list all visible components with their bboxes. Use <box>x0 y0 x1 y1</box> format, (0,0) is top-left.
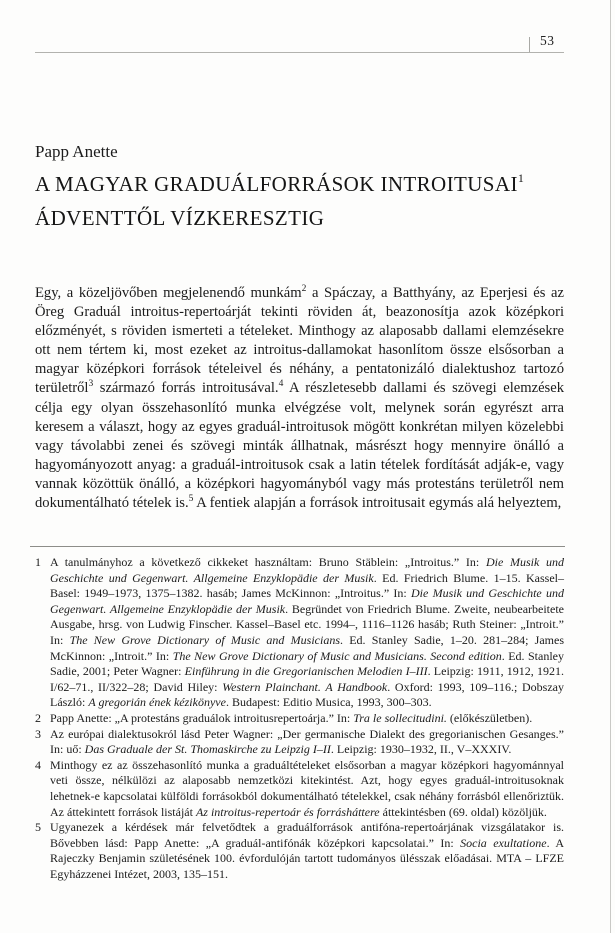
footnote-text <box>50 820 564 882</box>
footnote-item <box>35 820 564 882</box>
text-run: . Begründet von Friedrich Blume. Zweite, neubearbeitete Ausgabe, hrsg. von Ludwig Finscher. Kassel–Basel etc. 1994–, 1116–1126 hasáb; Ruth Steiner: „Introit.” In: <box>50 601 564 647</box>
text-run: . Ed. Stanley Sadie, 1–20. 281–284; James McKinnon: „Introit.” In: <box>50 632 564 663</box>
cited-title-text: Tra le sollecitudini. <box>353 710 447 725</box>
footnote-ref: 5 <box>188 494 194 505</box>
text-run: A részletesebb dallami és szövegi elemzések célja egy olyan összehasonlító munka elvégzése volt, melynek során egyrészt arra keresem a választ, hogy az egyes graduál-introitusok mögött konkrétan milyen közelebbi vagy távolabbi zenei és szövegi minták állhatnak, másrészt hogy mennyire önálló a hagyományozott anyag: a graduál-introitusok csak a latin tételek fordítását adják-e, vagy vannak közöttük önálló, a középkori hagyományból vagy más protestáns területről nem dokumentálható tételek is. <box>35 380 564 512</box>
text-run: (előkészületben). <box>446 710 533 725</box>
footnote-item <box>35 711 564 727</box>
footnote-item <box>35 555 564 711</box>
cited-title-text: Az introitus-repertoár és forrásháttere <box>195 804 380 819</box>
text-run: . Oxford: 1993, 109–116.; Dobszay László: <box>50 679 564 710</box>
cited-title-text: A gregorián ének kézikönyve <box>88 695 226 710</box>
footnote-ref: 3 <box>88 379 94 390</box>
cited-title-text: Western Plainchant. A Handbook <box>222 679 388 694</box>
page-number: 53 <box>540 33 555 48</box>
text-run: . Ed. Friedrich Blume. 1–15. Kassel–Basel: 1949–1973, 1375–1382. hasáb; James McKinnon: „Introitus.” In: <box>50 570 564 601</box>
text-run: A tanulmányhoz a következő cikkeket használtam: Bruno Stäblein: „Introitus.” In: <box>50 555 486 569</box>
footnotes-list <box>35 555 564 882</box>
footnote-number: 2 <box>35 710 41 725</box>
cited-title-text: The New Grove Dictionary of Music and Musicians. Second edition <box>172 648 502 663</box>
cited-title-text: The New Grove Dictionary of Music and Musicians <box>69 632 340 647</box>
text-run: . Leipzig: 1930–1932, II., V–XXXIV. <box>330 742 512 757</box>
text-run: Az európai dialektusokról lásd Peter Wagner: „Der germanische Dialekt des gregorianischen Gesanges.” In: uő: <box>50 726 564 757</box>
cited-title-text: Einführung in die Gregorianischen Melodien I–III <box>184 664 428 679</box>
title-footnote-ref: 1 <box>517 171 525 185</box>
author-name: Papp Anette <box>35 142 118 161</box>
footnote-item <box>35 727 564 758</box>
text-run: . Budapest: Editio Musica, 1993, 300–303. <box>225 695 432 710</box>
scan-edge-artifact <box>610 0 611 933</box>
text-run: a Spáczay, a Batthyány, az Eperjesi és az Öreg Graduál introitus-repertoárját tekinti röviden át, beazonosítja azok középkori előzményét, s röviden ismerteti a tételeket. Minthogy az alaposabb dallami elemzésekre ott nem tértem ki, most ezeket az introitus-dallamokat hasonlítom össze elsősorban a magyar középkori források tételeivel és néhány, a pentatonizáló dialektushoz tartozó területről <box>35 285 564 397</box>
cited-title-text: Die Musik und Geschichte und Gegenwart. Allgemeine Enzyklopädie der Musik <box>50 555 564 585</box>
footnote-separator-rule <box>30 546 565 547</box>
footnote-text <box>50 555 564 711</box>
text-run: . A Rajeczky Benjamin születésének 100. évfordulóján tartott tudományos ülésszak előadásai. MTA – LFZE Egyházzenei Intézet, 2003, 135–151. <box>50 835 565 881</box>
footnote-number: 4 <box>35 757 41 772</box>
text-run: Minthogy ez az összehasonlító munka a graduáltételeket elsősorban a magyar középkori hagyománnyal veti össze, nélkülözi az alaposabb nemzetközi kitekintést. Azt, hogy egyes graduál-introitusoknak lehetnek-e kapcsolatai külföldi forrásokból dokumentálható tételekkel, csak néhány forrásból ellenőriztük. Az áttekintett források listáját <box>50 757 564 819</box>
footnote-number: 5 <box>35 820 41 835</box>
body-paragraph <box>35 284 564 513</box>
cited-title-text: Das Graduale der St. Thomaskirche zu Leipzig I–II <box>84 742 331 757</box>
footnote-text <box>50 758 564 820</box>
text-run: származó forrás introitusával. <box>93 380 279 397</box>
header-rule <box>35 52 564 53</box>
article-title <box>35 167 524 235</box>
text-run: . Leipzig: 1911, 1912, 1921. I/62–71., II/322–28; David Hiley: <box>50 664 565 694</box>
text-run: A fentiek alapján a források introitusait egymás alá helyeztem, <box>193 495 562 512</box>
header-tick-rule <box>529 37 530 53</box>
text-run: Papp Anette: „A protestáns graduálok introitusrepertoárja.” In: <box>50 710 354 725</box>
footnote-ref: 4 <box>278 379 284 390</box>
cited-title-text: Socia exultatione <box>460 835 547 850</box>
footnote-number: 3 <box>35 726 41 741</box>
title-line-2: ÁDVENTTŐL VÍZKERESZTIG <box>35 206 325 230</box>
text-run: áttekintésben (69. oldal) közöljük. <box>379 804 547 819</box>
text-run: . Ed. Stanley Sadie, 2001; Peter Wagner: <box>50 648 564 679</box>
footnote-number: 1 <box>35 555 41 569</box>
title-line-1: A MAGYAR GRADUÁLFORRÁSOK INTROITUSAI <box>35 172 518 196</box>
text-run: Egy, a közeljövőben megjelenendő munkám <box>35 285 302 301</box>
text-run: Ugyanezek a kérdések már felvetődtek a graduálforrások antifóna-repertoárjának vizsgálatakor is. Bővebben lásd: Papp Anette: „A graduál-antifónák középkori kapcsolatai.” In: <box>50 820 564 850</box>
footnote-ref: 2 <box>301 284 307 295</box>
footnote-text <box>50 727 564 758</box>
cited-title-text: Die Musik und Geschichte und Gegenwart. Allgemeine Enzyklopädie der Musik <box>50 586 565 616</box>
footnote-item <box>35 758 564 820</box>
footnote-text <box>50 711 564 727</box>
